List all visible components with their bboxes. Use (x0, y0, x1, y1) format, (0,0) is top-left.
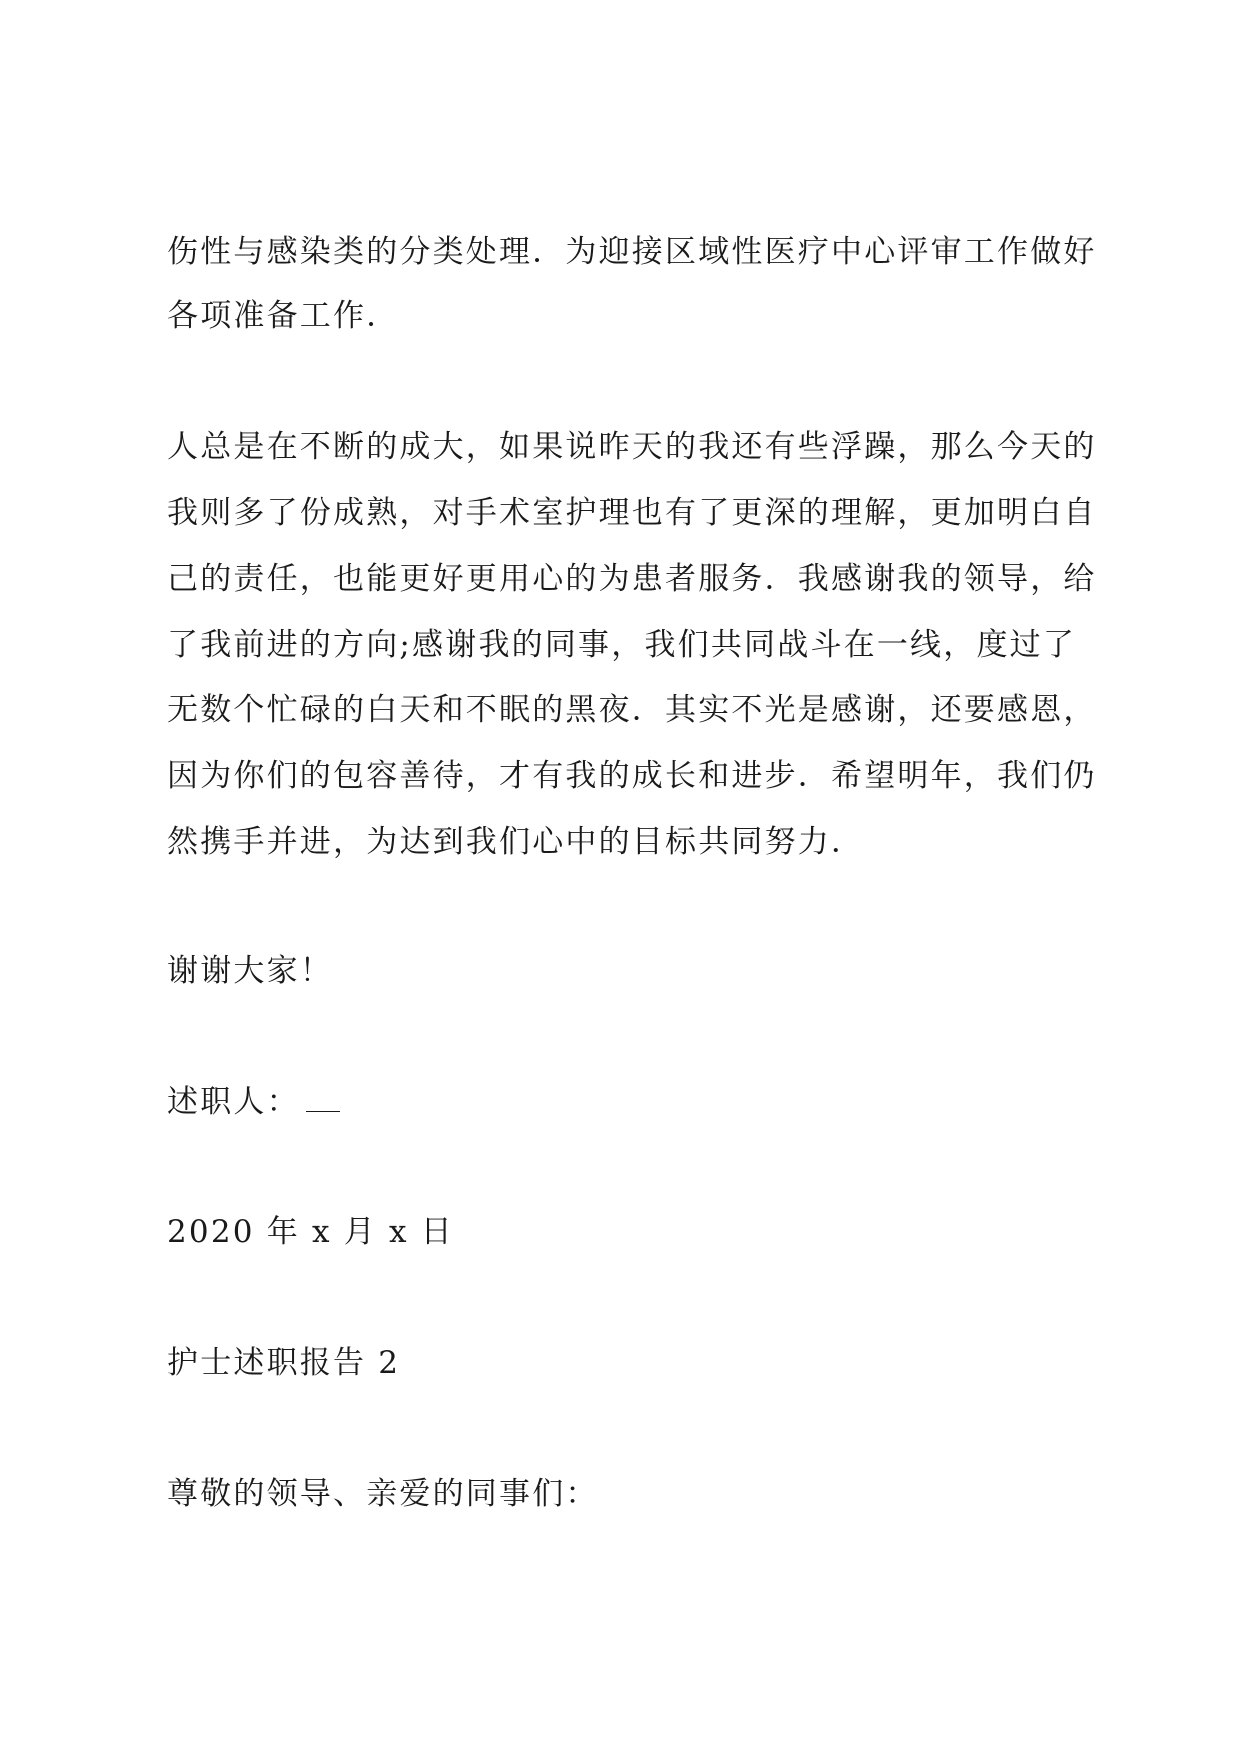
signature-label: 述职人： (167, 1084, 300, 1120)
signature-blank (306, 1085, 340, 1112)
paragraph-line: 无数个忙碌的白天和不眠的黑夜．其实不光是感谢，还要感恩， (167, 692, 1097, 728)
date-line: 2020 年 x 月 x 日 (167, 1214, 454, 1250)
section-title: 护士述职报告 2 (167, 1345, 401, 1381)
paragraph-line: 伤性与感染类的分类处理．为迎接区域性医疗中心评审工作做好 (167, 234, 1097, 270)
paragraph-line: 我则多了份成熟，对手术室护理也有了更深的理解，更加明白自 (167, 495, 1097, 531)
salutation: 尊敬的领导、亲爱的同事们： (167, 1476, 599, 1512)
paragraph-line: 人总是在不断的成大，如果说昨天的我还有些浮躁，那么今天的 (167, 429, 1097, 465)
paragraph-line: 然携手并进，为达到我们心中的目标共同努力． (167, 824, 865, 860)
paragraph-line: 己的责任，也能更好更用心的为患者服务．我感谢我的领导，给 (167, 561, 1097, 597)
paragraph-line: 各项准备工作． (167, 298, 400, 334)
paragraph-line: 因为你们的包容善待，才有我的成长和进步．希望明年，我们仍 (167, 758, 1097, 794)
paragraph-line: 了我前进的方向;感谢我的同事，我们共同战斗在一线，度过了 (167, 627, 1077, 663)
signature-line (167, 1082, 340, 1122)
closing-thanks: 谢谢大家！ (167, 953, 333, 989)
